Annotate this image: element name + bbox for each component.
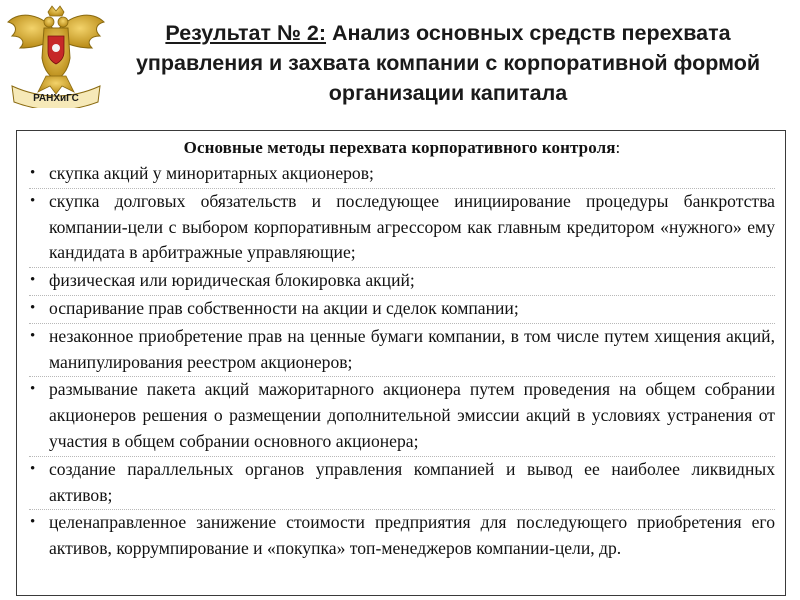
methods-list: [29, 161, 775, 563]
eagle-emblem-icon: [2, 2, 110, 108]
bullet-icon: •: [30, 165, 36, 181]
list-item-text: создание параллельных органов управления компанией и вывод ее наиболее ликвидных активов;: [49, 458, 775, 505]
methods-box: [16, 130, 786, 596]
list-item: [29, 161, 775, 189]
list-item: [29, 296, 775, 324]
list-item-text: оспаривание прав собственности на акции и сделок компании;: [49, 297, 519, 318]
list-item: [29, 268, 775, 296]
list-item: [29, 377, 775, 456]
list-item: [29, 457, 775, 511]
bullet-icon: •: [30, 514, 36, 531]
box-heading-colon: :: [615, 138, 621, 157]
list-item-text: физическая или юридическая блокировка акций;: [49, 270, 415, 291]
box-heading-text: Основные методы перехвата корпоративного контроля: [183, 138, 616, 157]
list-item: [29, 189, 775, 268]
title-lead: Результат № 2:: [165, 21, 327, 45]
bullet-icon: •: [30, 327, 36, 344]
bullet-icon: •: [30, 299, 36, 316]
bullet-icon: •: [30, 272, 36, 289]
logo-text: РАНХиГС: [33, 93, 79, 104]
list-item-text: размывание пакета акций мажоритарного акционера путем проведения на общем собрании акционеров решения о размещении дополнительной эмиссии акций в условиях устранения от участия в общем собрании основного акционера;: [49, 379, 775, 451]
list-item-text: незаконное приобретение прав на ценные бумаги компании, в том числе путем хищения акций, манипулирования реестром акционеров;: [49, 325, 775, 372]
list-item-text: скупка долговых обязательств и последующее инициирование процедуры банкротства компании-цели с выбором корпоративным агрессором как главным кредитором «нужного» ему кандидата в арбитражные управляющие;: [49, 190, 775, 263]
title-rest: Анализ основных средств перехвата управления и захвата компании с корпоративной формой организации капитала: [135, 21, 761, 105]
ranhigs-emblem-logo: [2, 2, 110, 108]
box-heading: [29, 137, 775, 158]
bullet-icon: •: [30, 460, 36, 477]
list-item: [29, 510, 775, 563]
list-item: [29, 324, 775, 378]
list-item-text: скупка акций у миноритарных акционеров;: [49, 163, 374, 183]
list-item-text: целенаправленное занижение стоимости предприятия для последующего приобретения его активов, коррумпирование и «покупка» топ-менеджеров компании-цели, др.: [49, 512, 775, 559]
bullet-icon: •: [30, 381, 36, 398]
bullet-icon: •: [30, 192, 36, 209]
page-title: [118, 18, 778, 108]
